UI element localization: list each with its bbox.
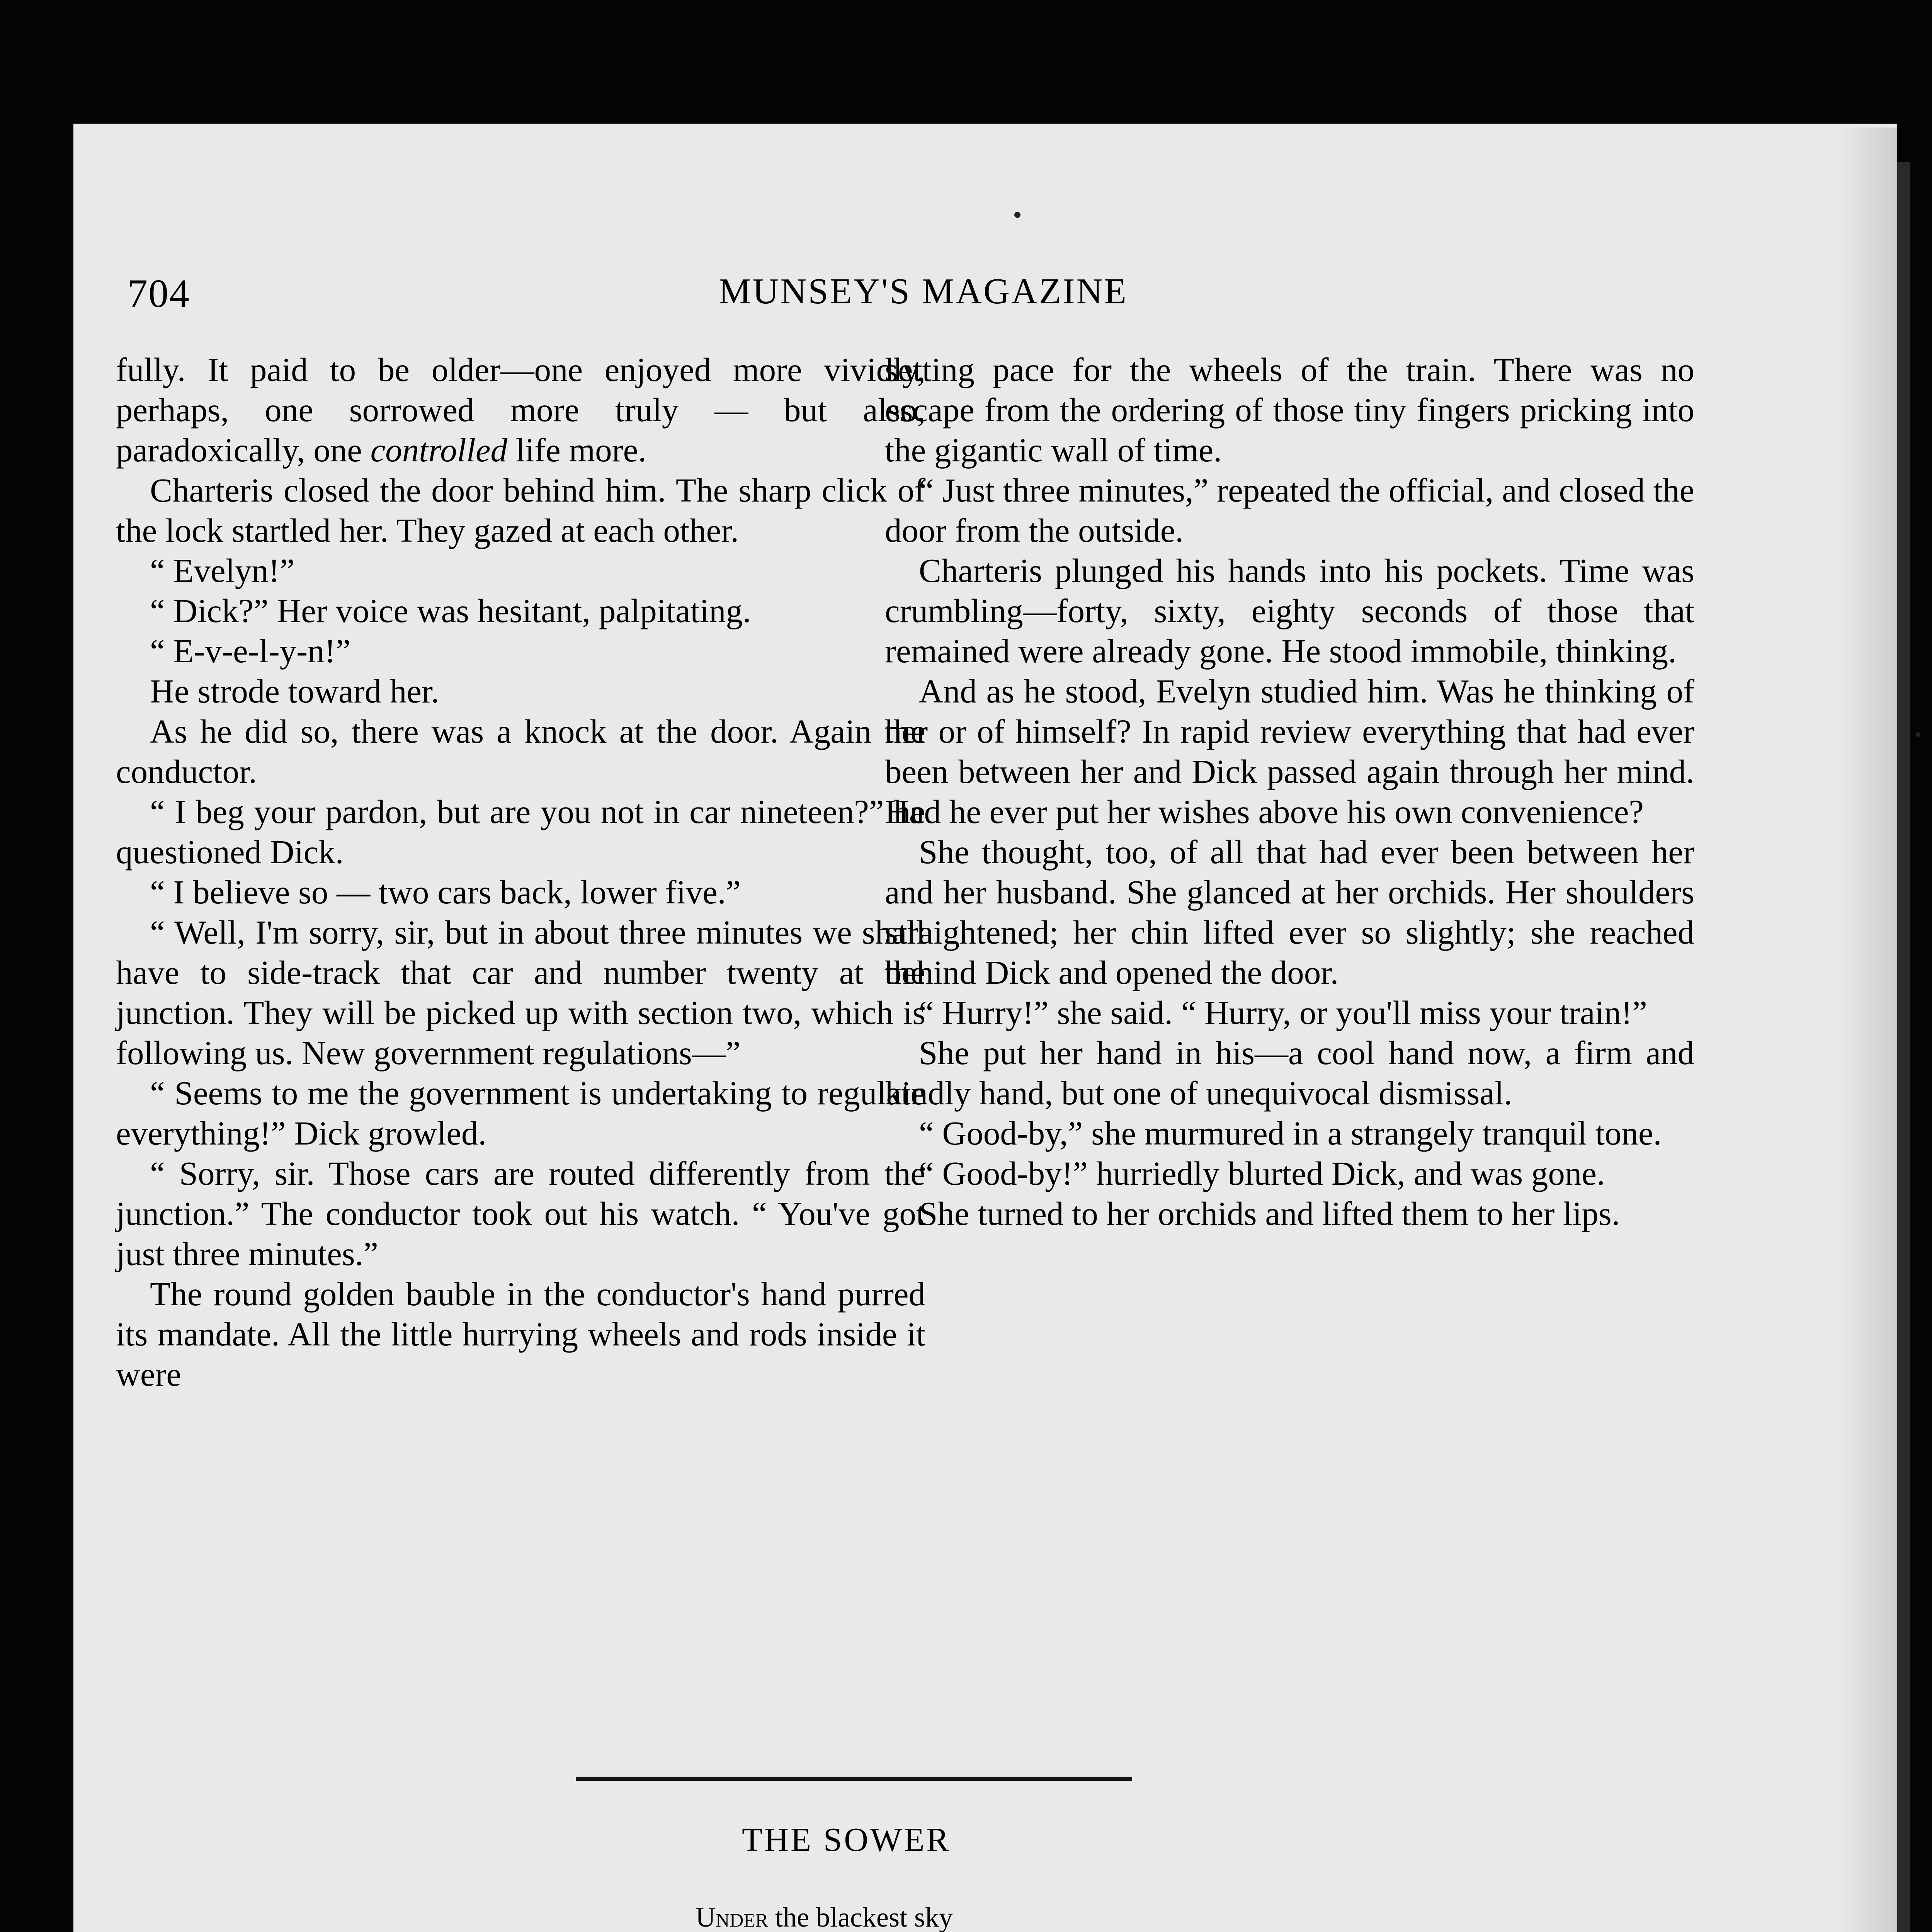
right-column bbox=[885, 350, 1694, 1234]
story-paragraph: As he did so, there was a knock at the door. Again the conductor. bbox=[116, 713, 925, 790]
story-paragraph: She put her hand in his—a cool hand now, a firm and kindly hand, but one of unequivocal dismissal. bbox=[885, 1034, 1694, 1112]
story-paragraph: The round golden bauble in the conductor's hand purred its mandate. All the little hurrying wheels and rods inside it were bbox=[116, 1275, 925, 1393]
story-paragraph: “ E-v-e-l-y-n!” bbox=[150, 632, 351, 670]
story-paragraph: “ Evelyn!” bbox=[150, 552, 295, 589]
story-paragraph: She thought, too, of all that had ever been between her and her husband. She glanced at her orchids. Her shoulders straightened; her chin lifted ever so slightly; she reached behind Dick and opened the door. bbox=[885, 833, 1694, 991]
story-paragraph: “ I believe so — two cars back, lower five.” bbox=[150, 873, 741, 911]
story-paragraph: “ Just three minutes,” repeated the official, and closed the door from the outside. bbox=[885, 471, 1694, 549]
story-paragraph: “ Dick?” Her voice was hesitant, palpitating. bbox=[150, 592, 751, 629]
story-paragraph: “ I beg your pardon, but are you not in car nineteen?” he questioned Dick. bbox=[116, 793, 925, 871]
speck-mark bbox=[1916, 732, 1920, 737]
story-paragraph: He strode toward her. bbox=[150, 672, 439, 710]
story-paragraph: “ Good-by,” she murmured in a strangely tranquil tone. bbox=[919, 1114, 1662, 1152]
story-paragraph: Charteris closed the door behind him. The sharp click of the lock startled her. They gazed at each other. bbox=[116, 471, 925, 549]
story-paragraph: “ Sorry, sir. Those cars are routed differently from the junction.” The conductor took out his watch. “ You've got just three minutes.” bbox=[116, 1155, 925, 1272]
left-column bbox=[116, 350, 925, 1395]
poem-body bbox=[696, 1897, 1236, 1932]
story-paragraph: And as he stood, Evelyn studied him. Was he thinking of her or of himself? In rapid review everything that had ever been between her and Dick passed again through her mind. Had he ever put her wishes above his own convenience? bbox=[885, 672, 1694, 830]
page-number: 704 bbox=[128, 271, 190, 316]
story-paragraph: “ Well, I'm sorry, sir, but in about three minutes we shall have to side-track that car and number twenty at the junction. They will be picked up with section two, which is following us. New government regulations—” bbox=[116, 913, 925, 1071]
poem-line: Under the blackest sky bbox=[696, 1902, 953, 1932]
drop-word: Under bbox=[696, 1902, 769, 1932]
story-paragraph: fully. It paid to be older—one enjoyed more vividly, perhaps, one sorrowed more truly — but also, paradoxically, one controlled life more. bbox=[116, 351, 925, 469]
poem-stanza bbox=[696, 1897, 1236, 1932]
story-paragraph: “ Good-by!” hurriedly blurted Dick, and was gone. bbox=[919, 1155, 1605, 1192]
speck-mark bbox=[1014, 212, 1020, 218]
section-divider bbox=[576, 1777, 1132, 1781]
story-paragraph: “ Hurry!” she said. “ Hurry, or you'll miss your train!” bbox=[919, 994, 1647, 1031]
poem-title: THE SOWER bbox=[742, 1821, 951, 1858]
running-head bbox=[128, 270, 1190, 316]
story-paragraph: Charteris plunged his hands into his pockets. Time was crumbling—forty, sixty, eighty seconds of those that remained were already gone. He stood immobile, thinking. bbox=[885, 552, 1694, 670]
binding-gutter bbox=[1897, 162, 1910, 1932]
story-paragraph: setting pace for the wheels of the train. There was no escape from the ordering of those tiny fingers pricking into the gigantic wall of time. bbox=[885, 351, 1694, 469]
story-paragraph: She turned to her orchids and lifted them to her lips. bbox=[919, 1195, 1620, 1232]
story-paragraph: “ Seems to me the government is undertaking to regulate everything!” Dick growled. bbox=[116, 1074, 925, 1152]
magazine-title: MUNSEY'S MAGAZINE bbox=[719, 271, 1128, 311]
